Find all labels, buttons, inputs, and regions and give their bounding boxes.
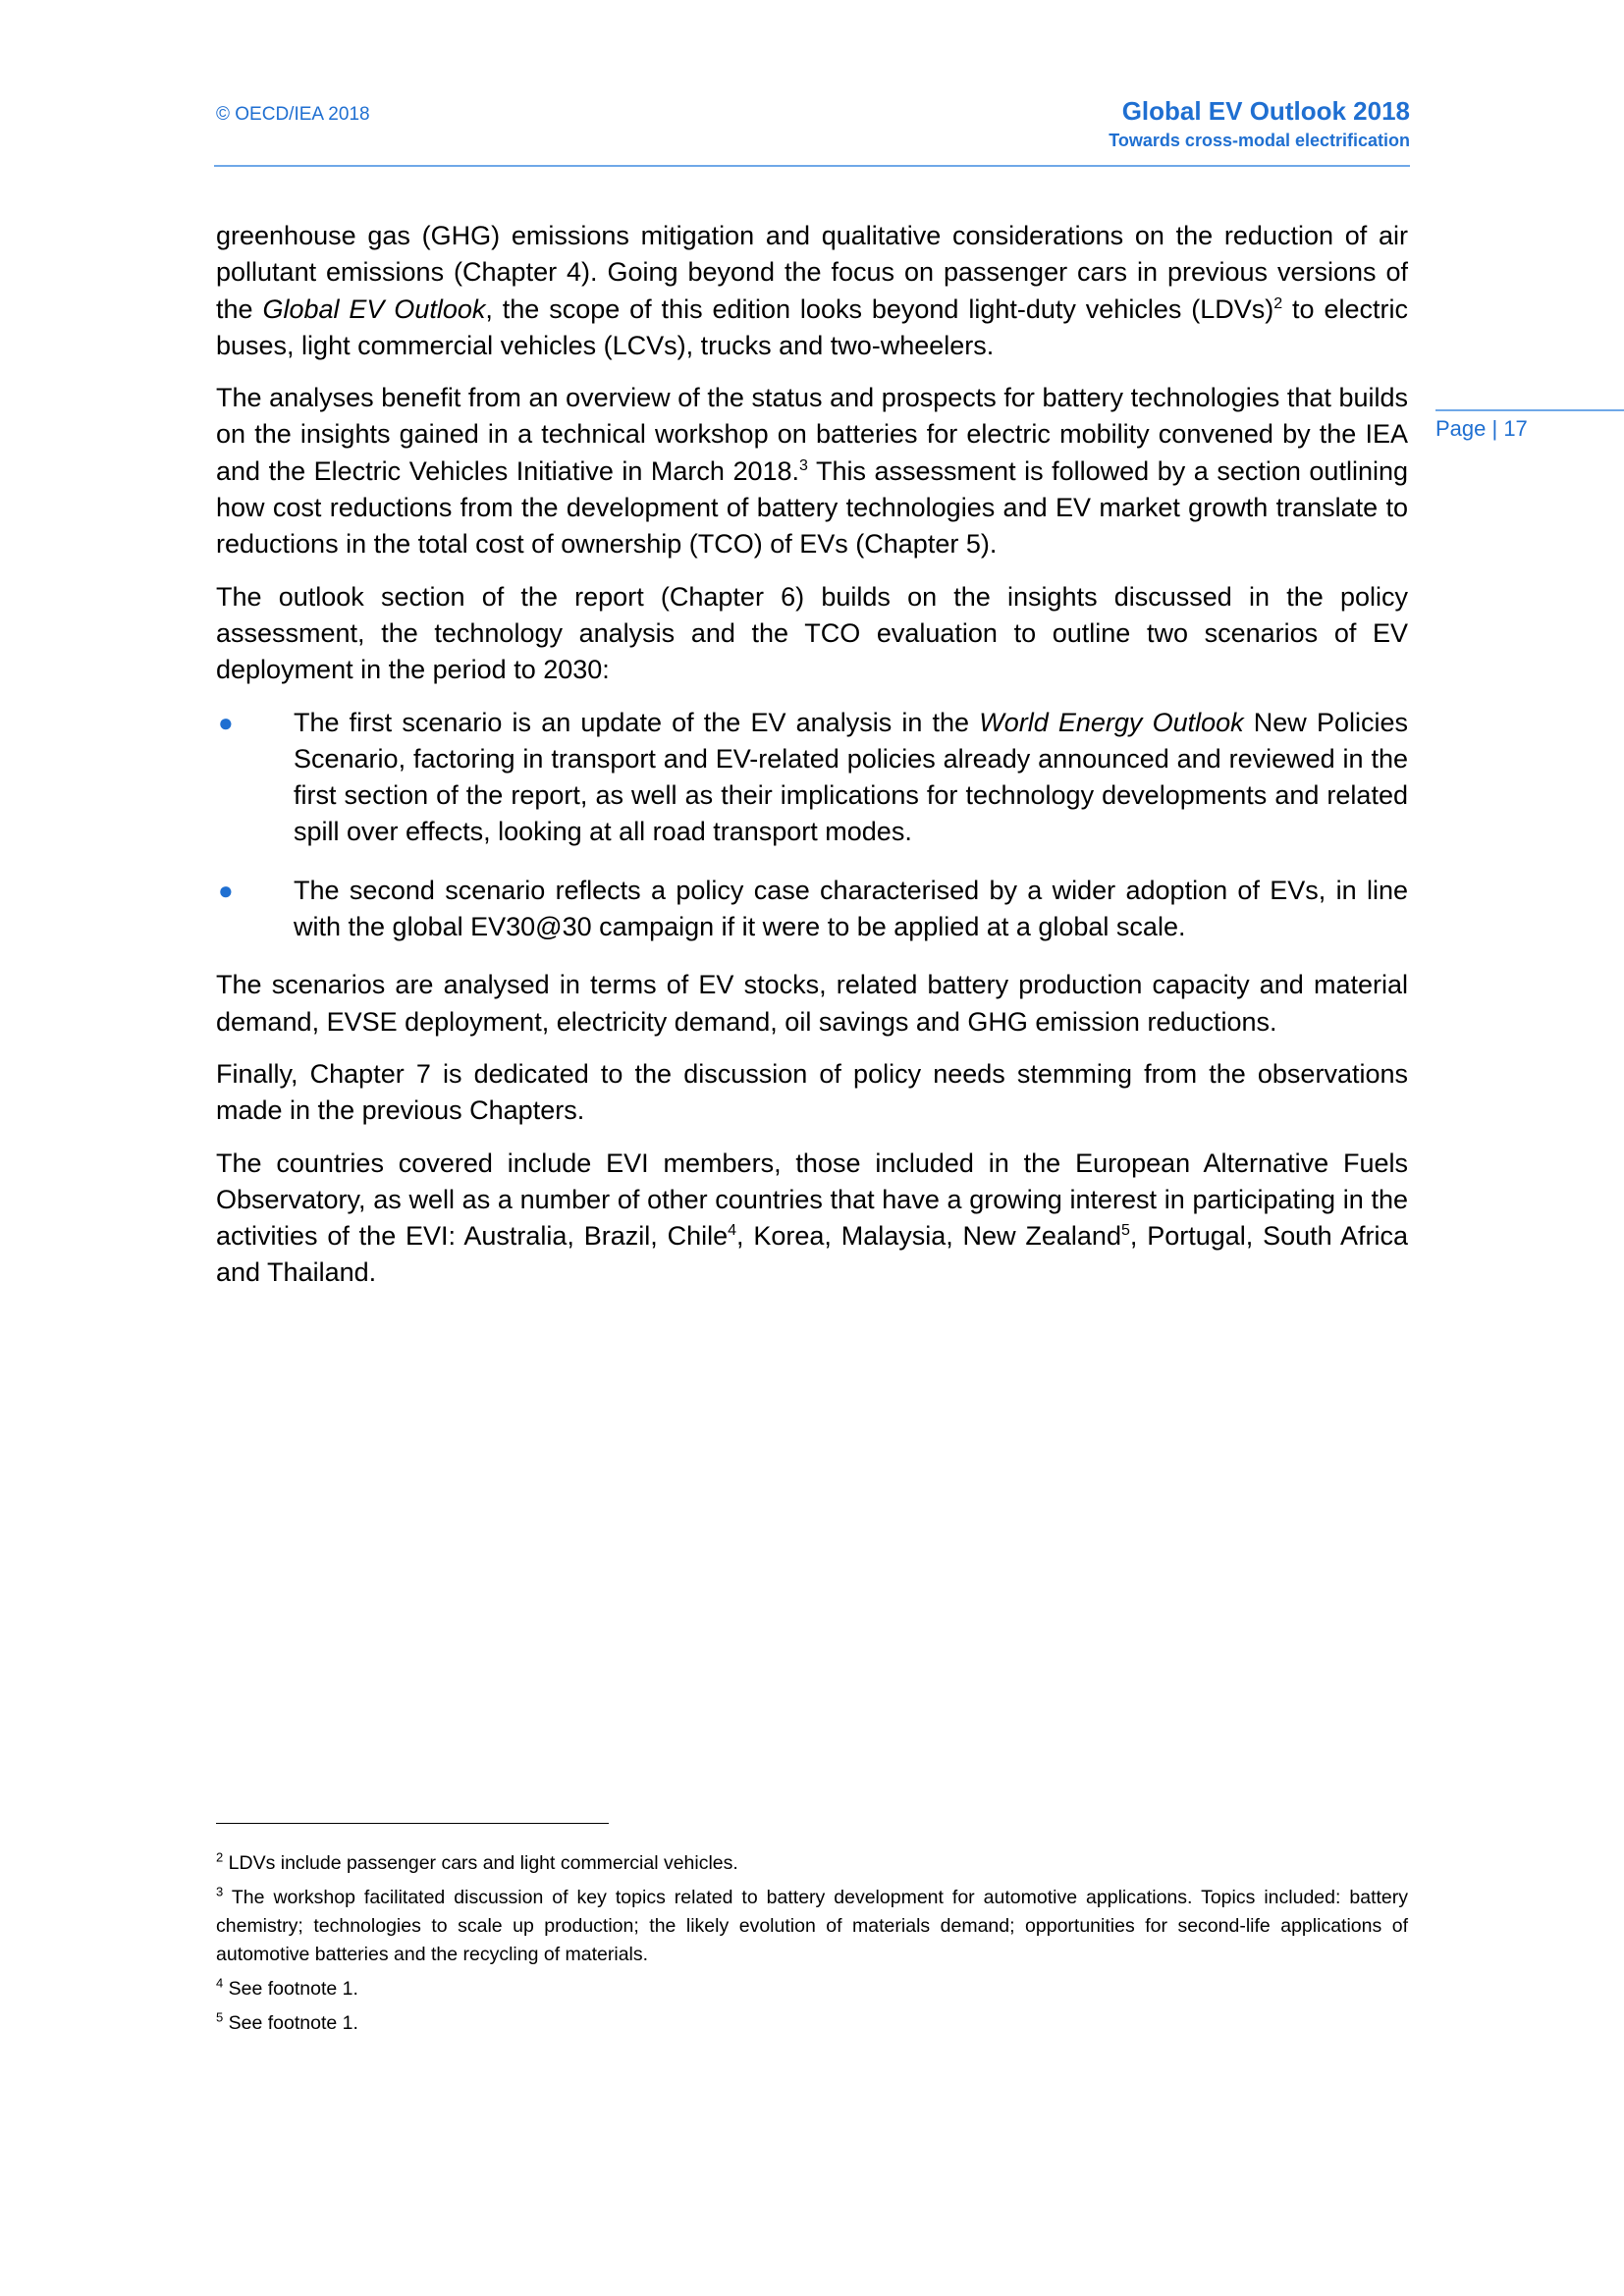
paragraph-4: The scenarios are analysed in terms of EV stocks, related battery production capacity and material demand, EVSE deployment, electricity demand, oil savings and GHG emission reductions. <box>216 970 1408 1037</box>
report-subtitle: Towards cross-modal electrification <box>1109 131 1410 151</box>
copyright-notice: © OECD/IEA 2018 <box>216 104 370 125</box>
paragraph-6: The countries covered include EVI members, those included in the European Alternative Fuels Observatory, as well as a number of other countries that have a growing interest in participating in the activities of the EVI: Australia, Brazil, Chile$^4$, Korea, Malaysia, New Zealand$^5$, Portugal, South Africa and Thailand. <box>216 1148 1408 1288</box>
scenario-list <box>216 705 1408 946</box>
paragraph-3: The outlook section of the report (Chapter 6) builds on the insights discussed in the policy assessment, the technology analysis and the TCO evaluation to outline two scenarios of EV deployment in the period to 2030: <box>216 581 1408 685</box>
title-world-energy-outlook: World Energy Outlook <box>979 707 1244 737</box>
footnote-divider <box>216 1823 609 1824</box>
paragraph-1: greenhouse gas (GHG) emissions mitigation and qualitative considerations on the reduction of air pollutant emissions (Chapter 4). Going beyond the focus on passenger cars in previous versions of the Global EV Outlook, the scope of this edition looks beyond light-duty vehicles (LDVs)$^2$ to electric buses, light commercial vehicles (LCVs), trucks and two-wheelers. <box>216 221 1408 360</box>
list-item: ● The second scenario reflects a policy case characterised by a wider adoption of EVs, in line with the global EV30@30 campaign if it were to be applied at a global scale. <box>216 873 1408 946</box>
footnote: $^4$ See footnote 1. <box>216 1975 358 2000</box>
report-title: Global EV Outlook 2018 <box>1121 96 1410 126</box>
page-number: Page | 17 <box>1435 416 1528 441</box>
footnote-ref-2[interactable]: 2 <box>1273 294 1283 312</box>
footnote: $^3$ The workshop facilitated discussion of key topics related to battery development for automotive applications. Topics included: battery chemistry; technologies to scale up production; the likely evolution of materials demand; opportunities for second-life applications of automotive batteries and the recycling of materials. <box>216 1884 1408 1965</box>
paragraph-2: The analyses benefit from an overview of the status and prospects for battery technologies that builds on the insights gained in a technical workshop on batteries for electric mobility convened by the IEA and the Electric Vehicles Initiative in March 2018.$^3$ This assessment is followed by a section outlining how cost reductions from the development of battery technologies and EV market growth translate to reductions in the total cost of ownership (TCO) of EVs (Chapter 5). <box>216 383 1408 560</box>
footnote-ref-5[interactable]: 5 <box>1120 1222 1130 1240</box>
page-number-divider <box>1435 409 1624 411</box>
header-divider <box>214 165 1410 167</box>
list-item: ● The first scenario is an update of the EV analysis in the World Energy Outlook New Policies Scenario, factoring in transport and EV-related policies already announced and reviewed in the first section of the report, as well as their implications for technology developments and related spill over effects, looking at all road transport modes. <box>216 705 1408 851</box>
footnote-ref-3[interactable]: 3 <box>799 456 808 474</box>
body-text <box>216 218 1408 1308</box>
footnotes <box>216 1849 1408 2044</box>
title-global-ev-outlook: Global EV Outlook <box>262 294 486 324</box>
footnote: $^5$ See footnote 1. <box>216 2009 358 2034</box>
footnote: $^2$ LDVs include passenger cars and light commercial vehicles. <box>216 1849 738 1874</box>
paragraph-5: Finally, Chapter 7 is dedicated to the discussion of policy needs stemming from the observations made in the previous Chapters. <box>216 1058 1408 1126</box>
footnote-ref-4[interactable]: 4 <box>728 1222 737 1240</box>
running-header <box>1109 96 1410 151</box>
bullet-icon: ● <box>218 875 234 905</box>
bullet-icon: ● <box>218 707 234 737</box>
